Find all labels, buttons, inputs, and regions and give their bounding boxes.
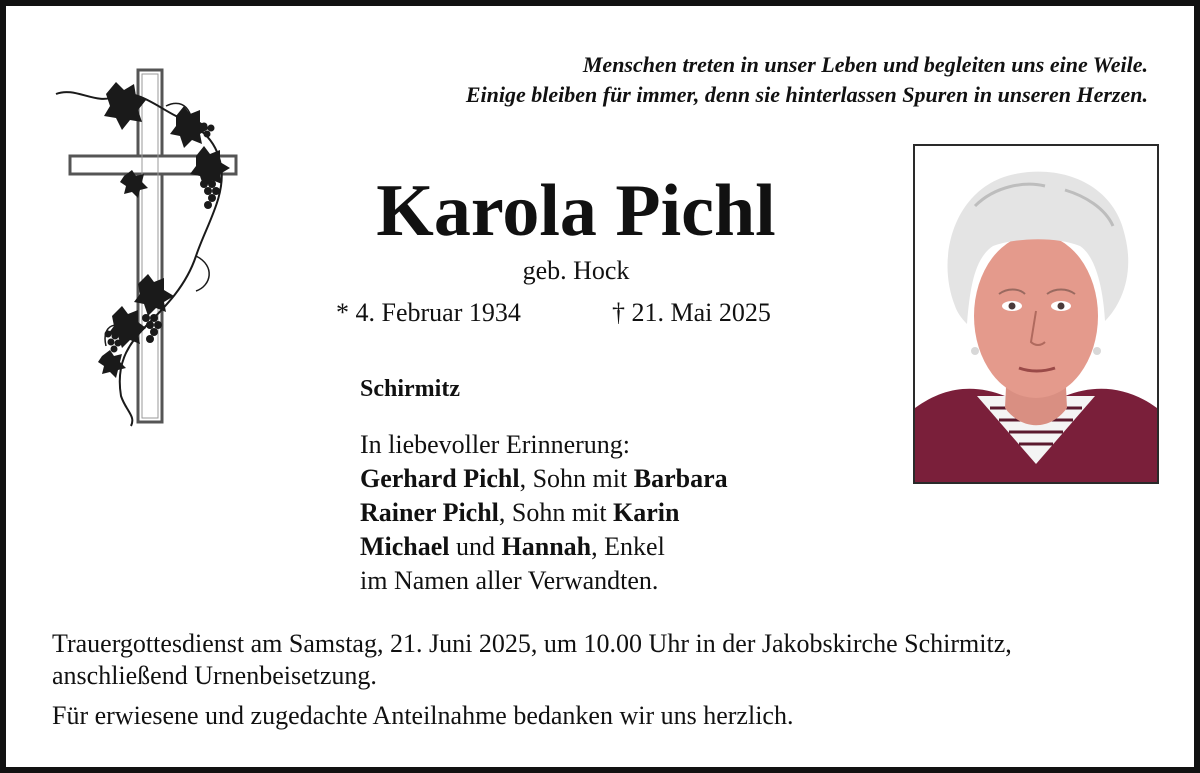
maiden-name: geb. Hock bbox=[522, 256, 630, 285]
cross-with-grapevine-icon bbox=[46, 66, 246, 436]
quote-line-2: Einige bleiben für immer, denn sie hinterlassen Spuren in unseren Herzen. bbox=[465, 82, 1148, 107]
residence-place: Schirmitz bbox=[360, 376, 460, 402]
mourners-closing: im Namen aller Verwandten. bbox=[360, 566, 659, 595]
memorial-quote bbox=[248, 50, 1148, 110]
birth-date: * 4. Februar 1934 bbox=[336, 298, 521, 327]
deceased-name: Karola Pichl bbox=[376, 170, 776, 252]
mourners-block bbox=[360, 428, 880, 598]
mourners-intro: In liebevoller Erinnerung: bbox=[360, 430, 631, 459]
mourner-name: Michael bbox=[360, 532, 450, 561]
death-date: † 21. Mai 2025 bbox=[612, 298, 771, 327]
mourner-relation: , Sohn mit bbox=[519, 464, 634, 493]
mourner-name: Karin bbox=[613, 498, 680, 527]
service-line-2: anschließend Urnenbeisetzung. bbox=[52, 661, 377, 690]
mourner-relation: und bbox=[449, 532, 502, 561]
thanks-line: Für erwiesene und zugedachte Anteilnahme bedanken wir uns herzlich. bbox=[52, 701, 794, 730]
mourner-name: Rainer Pichl bbox=[360, 498, 499, 527]
mourner-line bbox=[360, 496, 880, 530]
mourner-name: Hannah bbox=[501, 532, 592, 561]
mourner-relation: , Sohn mit bbox=[498, 498, 614, 527]
service-line-1: Trauergottesdienst am Samstag, 21. Juni 2025, um 10.00 Uhr in der Jakobskirche Schirmitz, bbox=[52, 629, 1012, 658]
mourner-line bbox=[360, 530, 880, 564]
mourner-line bbox=[360, 462, 880, 496]
mourner-name: Gerhard Pichl bbox=[360, 464, 520, 493]
mourner-name: Barbara bbox=[633, 464, 728, 493]
service-info bbox=[52, 628, 1172, 732]
portrait-photo bbox=[913, 144, 1159, 484]
mourner-relation: , Enkel bbox=[591, 532, 665, 561]
quote-line-1: Menschen treten in unser Leben und begleiten uns eine Weile. bbox=[582, 52, 1148, 77]
